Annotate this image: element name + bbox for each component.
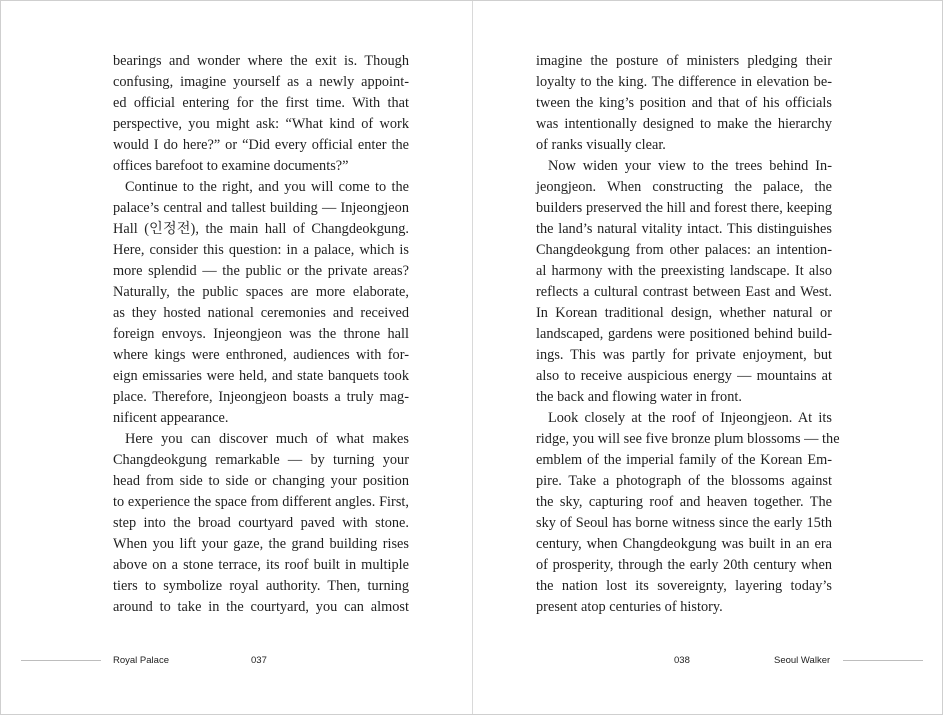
text-line: When you lift your gaze, the grand building rises xyxy=(113,536,409,552)
right-page-body xyxy=(536,51,840,618)
text-line: perspective, you might ask: “What kind of work xyxy=(113,116,409,132)
text-line: eign emissaries were held, and state banquets took xyxy=(113,368,409,384)
text-line: also to receive auspicious energy — mountains at xyxy=(536,368,832,384)
left-page xyxy=(1,1,472,714)
text-line: as they hosted national ceremonies and received xyxy=(113,305,409,321)
text-line: tween the king’s position and that of his officials xyxy=(536,95,832,111)
footer-title: Seoul Walker xyxy=(774,655,831,666)
text-line: Hall (인정전), the main hall of Changdeokgung. xyxy=(113,221,409,237)
footer-rule xyxy=(21,660,101,661)
text-line: palace’s central and tallest building — Injeongjeon xyxy=(113,200,409,216)
text-line: would I do here?” or “Did every official enter the xyxy=(113,137,409,153)
text-line: the land’s natural vitality intact. This distinguishes xyxy=(536,221,832,237)
text-line: to experience the space from different angles. First, xyxy=(113,494,409,510)
text-line: Look closely at the roof of Injeongjeon. At its xyxy=(548,410,832,426)
text-line: builders preserved the hill and forest there, keeping xyxy=(536,200,832,216)
text-line: confusing, imagine yourself as a newly appoint- xyxy=(113,74,409,90)
text-line: tiers to symbolize royal authority. Then, turning xyxy=(113,578,409,594)
text-line: loyalty to the king. The difference in elevation be- xyxy=(536,74,832,90)
text-line: Naturally, the public spaces are more elaborate, xyxy=(113,284,409,300)
footer-title: Royal Palace xyxy=(113,655,169,666)
text-line: the back and flowing water in front. xyxy=(536,389,742,405)
text-line: was intentionally designed to make the hierarchy xyxy=(536,116,832,132)
text-line: of ranks visually clear. xyxy=(536,137,666,153)
text-line: imagine the posture of ministers pledging their xyxy=(536,53,832,69)
text-line: foreign envoys. Injeongjeon was the throne hall xyxy=(113,326,409,342)
text-line: In Korean traditional design, whether natural or xyxy=(536,305,832,321)
text-line: the sky, capturing roof and heaven together. The xyxy=(536,494,832,510)
text-line: landscaped, gardens were positioned behind build- xyxy=(536,326,832,342)
text-line: bearings and wonder where the exit is. Though xyxy=(113,53,409,69)
text-line: offices barefoot to examine documents?” xyxy=(113,158,349,174)
text-line: place. Therefore, Injeongjeon boasts a truly mag- xyxy=(113,389,409,405)
text-line: Here you can discover much of what makes xyxy=(125,431,409,447)
text-line: al harmony with the preexisting landscape. It also xyxy=(536,263,832,279)
text-line: ridge, you will see five bronze plum blossoms — the xyxy=(536,431,840,447)
text-line: Here, consider this question: in a palace, which is xyxy=(113,242,409,258)
text-line: ed official entering for the first time. With that xyxy=(113,95,409,111)
text-line: above on a stone terrace, its roof built in multiple xyxy=(113,557,409,573)
text-line: Continue to the right, and you will come to the xyxy=(125,179,409,195)
page-number: 037 xyxy=(251,655,267,666)
text-line: Now widen your view to the trees behind In- xyxy=(548,158,832,174)
footer-rule xyxy=(843,660,923,661)
text-line: ings. This was partly for private enjoyment, but xyxy=(536,347,832,363)
left-page-body xyxy=(113,51,409,618)
text-line: present atop centuries of history. xyxy=(536,599,723,615)
text-line: head from side to side or changing your position xyxy=(113,473,409,489)
text-line: the nation lost its sovereignty, layering today’s xyxy=(536,578,832,594)
text-line: sky of Seoul has borne witness since the early 15th xyxy=(536,515,832,531)
text-line: reflects a cultural contrast between East and West. xyxy=(536,284,832,300)
text-line: emblem of the imperial family of the Korean Em- xyxy=(536,452,832,468)
text-line: century, when Changdeokgung was built in an era xyxy=(536,536,832,552)
text-line: around to take in the courtyard, you can almost xyxy=(113,599,409,615)
text-line: jeongjeon. When constructing the palace, the xyxy=(536,179,832,195)
right-page xyxy=(473,1,943,714)
text-line: of prosperity, through the early 20th century when xyxy=(536,557,832,573)
text-line: pire. Take a photograph of the blossoms against xyxy=(536,473,832,489)
text-line: where kings were enthroned, audiences with for- xyxy=(113,347,409,363)
text-line: Changdeokgung from other palaces: an intention- xyxy=(536,242,832,258)
text-line: nificent appearance. xyxy=(113,410,229,426)
text-line: Changdeokgung remarkable — by turning your xyxy=(113,452,409,468)
text-line: more splendid — the public or the private areas? xyxy=(113,263,409,279)
page-number: 038 xyxy=(674,655,690,666)
text-line: step into the broad courtyard paved with stone. xyxy=(113,515,409,531)
